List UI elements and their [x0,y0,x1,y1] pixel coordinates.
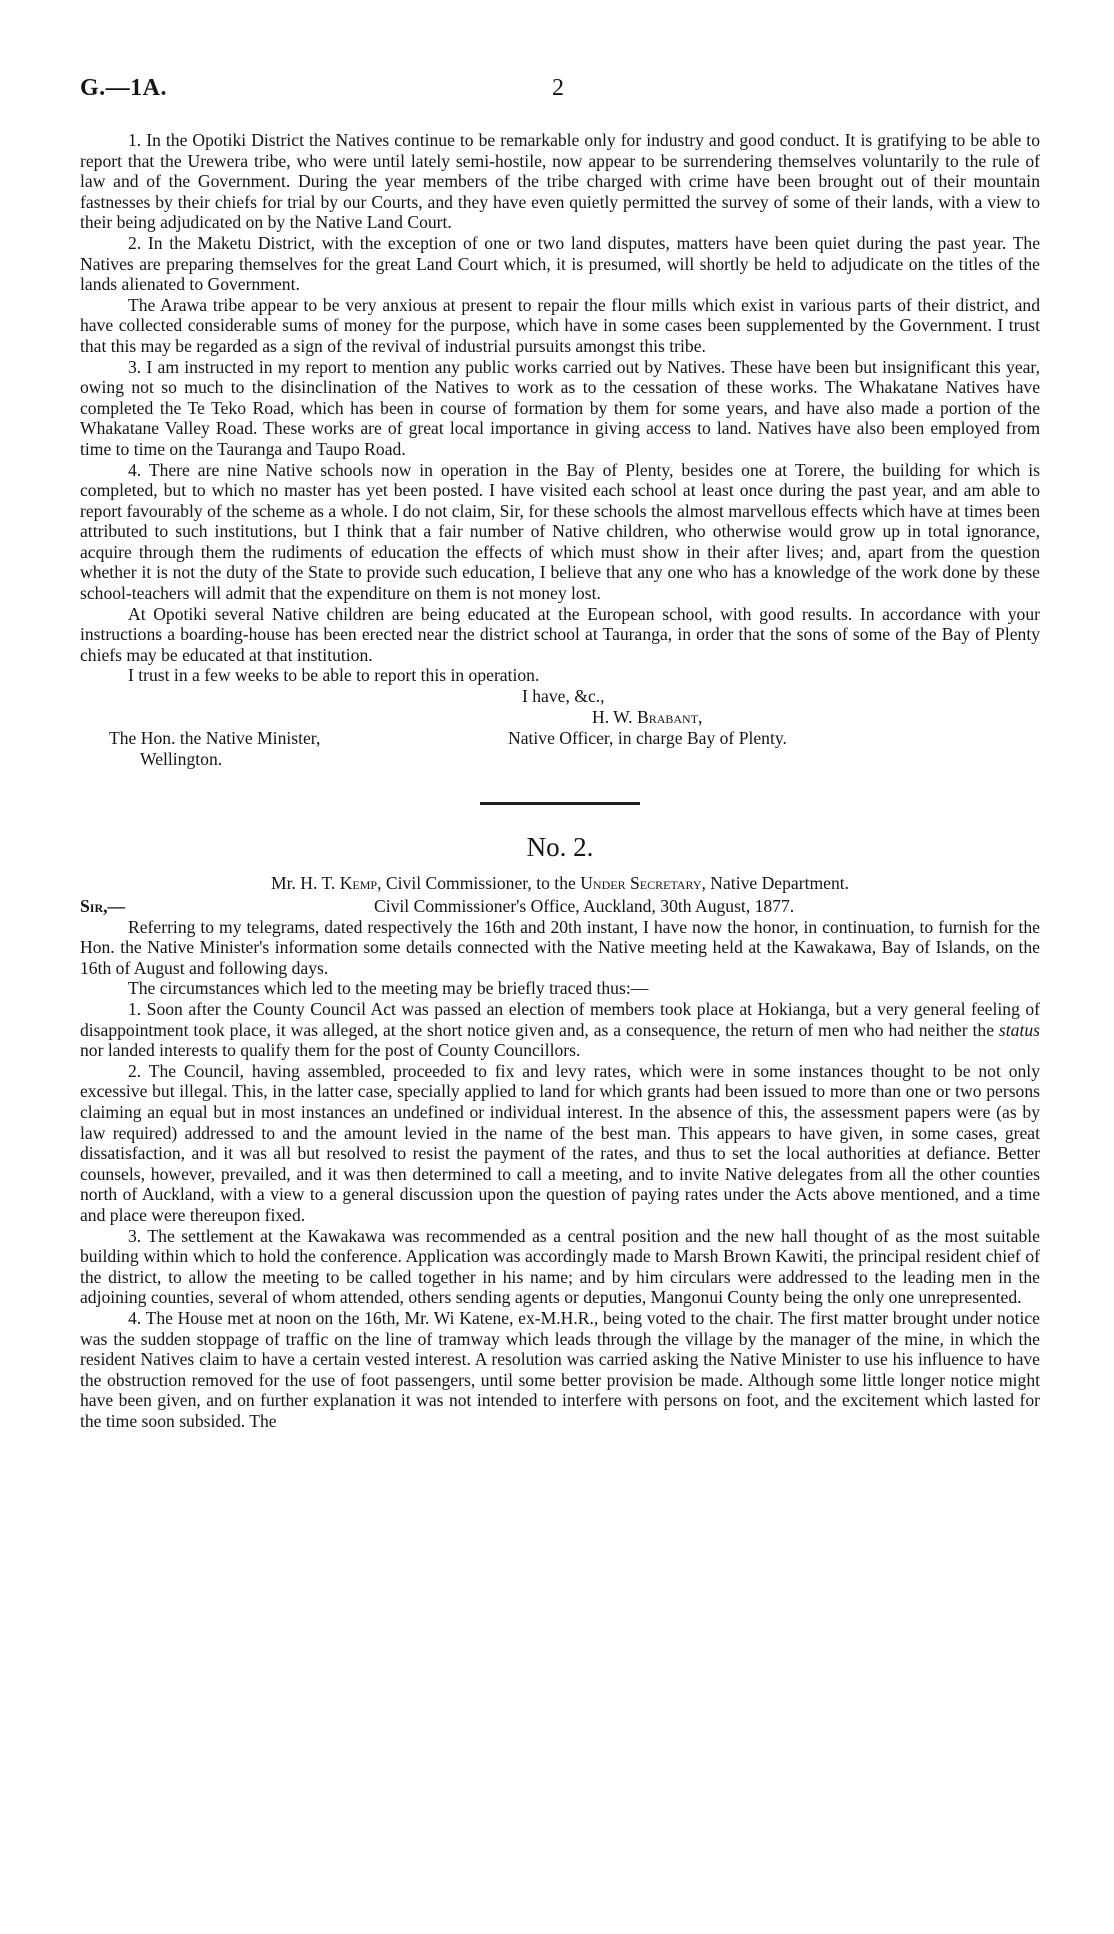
addressee-row [80,728,1040,749]
salutation: Sir,— [80,895,126,916]
addressee-line: The Hon. the Native Minister, [109,728,321,749]
salutation-row [80,896,1040,917]
dateline: Civil Commissioner's Office, Auckland, 30th August, 1877. [374,895,795,916]
paragraph: 4. The House met at noon on the 16th, Mr. Wi Katene, ex-M.H.R., being voted to the chair. The first matter brought under notice was the sudden stoppage of traffic on the line of tramway which leads through the village by the manager of the mine, in which the resident Natives claim to have a certain vested interest. A resolution was carried asking the Native Minister to use his influence to have the obstruction removed for the use of foot passengers, until some better provision be made. Although some little longer notice might have been given, and on further explanation it was not intended to interfere with persons on foot, and the excitement which lasted for the time soon subsided. The [80,1307,1040,1431]
paragraph: The circumstances which led to the meeting may be briefly traced thus:— [128,978,649,999]
signer-title: Native Officer, in charge Bay of Plenty. [508,728,787,749]
paragraph-text: nor landed interests to qualify them for the post of County Councillors. [80,1040,581,1061]
recipient-name: Under Secretary, [580,873,706,894]
closing-row [80,686,1040,707]
document-number-heading: No. 2. [526,832,594,863]
heading-text: Mr. H. T. [270,873,336,894]
paragraph: At Opotiki several Native children are being educated at the European school, with good results. In accordance with your instructions a boarding-house has been erected near the district school at Tauranga, in order that the sons of some of the Bay of Plenty chiefs may be educated at that institution. [80,603,1040,665]
paragraph [80,999,1040,1061]
letter-heading [80,873,1040,894]
heading-text: Native Department. [710,873,850,894]
paragraph-text: 1. Soon after the County Council Act was passed an election of members took place at Hokianga, but a very general feeling of disappointment took place, it was alleged, at the short notice given and, as a consequence, the return of men who had neither the [80,999,1040,1040]
paragraph: 2. In the Maketu District, with the exception of one or two land disputes, matters have been quiet during the past year. The Natives are preparing themselves for the great Land Court which, it is presumed, will shortly be held to adjudicate on the titles of the lands alienated to Government. [80,232,1040,295]
paragraph: Referring to my telegrams, dated respectively the 16th and 20th instant, I have now the honor, in continuation, to furnish for the Hon. the Native Minister's information some details connected with the Native meeting held at the Kawakawa, Bay of Islands, on the 16th of August and following days. [80,916,1040,978]
heading-text: Civil Commissioner, to the [385,873,576,894]
letter-1 [80,130,1040,770]
signer-row [80,707,1040,728]
paragraph: I trust in a few weeks to be able to report this in operation. [128,665,540,686]
document-reference: G.—1A. [80,75,167,101]
closing: I have, &c., [522,686,605,707]
sender-name: Kemp, [339,873,382,894]
paragraph: 2. The Council, having assembled, proceeded to fix and levy rates, which were in some instances thought to be not only excessive but illegal. This, in the latter case, specially applied to land for which grants had been issued to more than one or two persons claiming an equal but in most instances an undefined or individual interest. In the absence of this, the assessment papers were (as by law required) addressed to and the amount levied in the name of the best man. This appears to have given, in some cases, great dissatisfaction, and it was all but resolved to resist the payment of the rates, and thus to set the local authorities at defiance. Better counsels, however, prevailed, and it was then determined to call a meeting, and to invite Native delegates from all the other counties north of Auckland, with a view to a general discussion upon the question of paying rates under the Acts above mentioned, and a time and place were thereupon fixed. [80,1060,1040,1225]
paragraph: 1. In the Opotiki District the Natives continue to be remarkable only for industry and good conduct. It is gratifying to be able to report that the Urewera tribe, who were until lately semi-hostile, now appear to be surrendering themselves voluntarily to the rule of law and of the Government. During the year members of the tribe charged with crime have been brought out of their mountain fastnesses by their chiefs for trial by our Courts, and they have even quietly permitted the survey of some of their lands, with a view to their being adjudicated on by the Native Land Court. [80,130,1040,233]
paragraph: 3. The settlement at the Kawakawa was recommended as a central position and the new hall thought of as the most suitable building within which to hold the conference. Application was accordingly made to Marsh Brown Kawiti, the principal resident chief of the district, to allow the meeting to be called together in his name; and by him circulars were addressed to the leading men in the adjoining counties, several of whom attended, others sending agents or deputies, Mangonui County being the only one unrepresented. [80,1225,1040,1308]
paragraph: The Arawa tribe appear to be very anxious at present to repair the flour mills which exist in various parts of their district, and have collected considerable sums of money for the purpose, which have in some cases been supplemented by the Government. I trust that this may be regarded as a sign of the revival of industrial pursuits amongst this tribe. [80,294,1040,356]
signer-name: H. W. Brabant, [592,707,703,728]
addressee-row [80,749,1040,770]
paragraph: 4. There are nine Native schools now in operation in the Bay of Plenty, besides one at Torere, the building for which is completed, but to which no master has yet been posted. I have visited each school at least once during the past year, and am able to report favourably of the scheme as a whole. I do not claim, Sir, for these schools the almost marvellous effects which have at times been attributed to such institutions, but I think that a fair number of Native children, who otherwise would grow up in total ignorance, acquire through them the rudiments of education the effects of which must show in their after lives; and, apart from the question whether it is not the duty of the State to provide such education, I believe that any one who has a knowledge of the work done by these school-teachers will admit that the expenditure on them is not money lost. [80,459,1040,604]
body-text [80,130,1040,1431]
paragraph: 3. I am instructed in my report to mention any public works carried out by Natives. These have been but insignificant this year, owing not so much to the disinclination of the Natives to work as to the cessation of these works. The Whakatane Natives have completed the Te Teko Road, which has been in course of formation by them for some years, and have also made a portion of the Whakatane Valley Road. These works are of great local importance in giving access to land. Natives have also been employed from time to time on the Tauranga and Taupo Road. [80,356,1040,459]
section-divider [480,802,640,805]
italic-term: status [998,1019,1040,1040]
letter-2 [80,831,1040,1431]
page-header [80,75,1040,108]
page-number: 2 [552,75,564,101]
addressee-line: Wellington. [140,749,223,770]
